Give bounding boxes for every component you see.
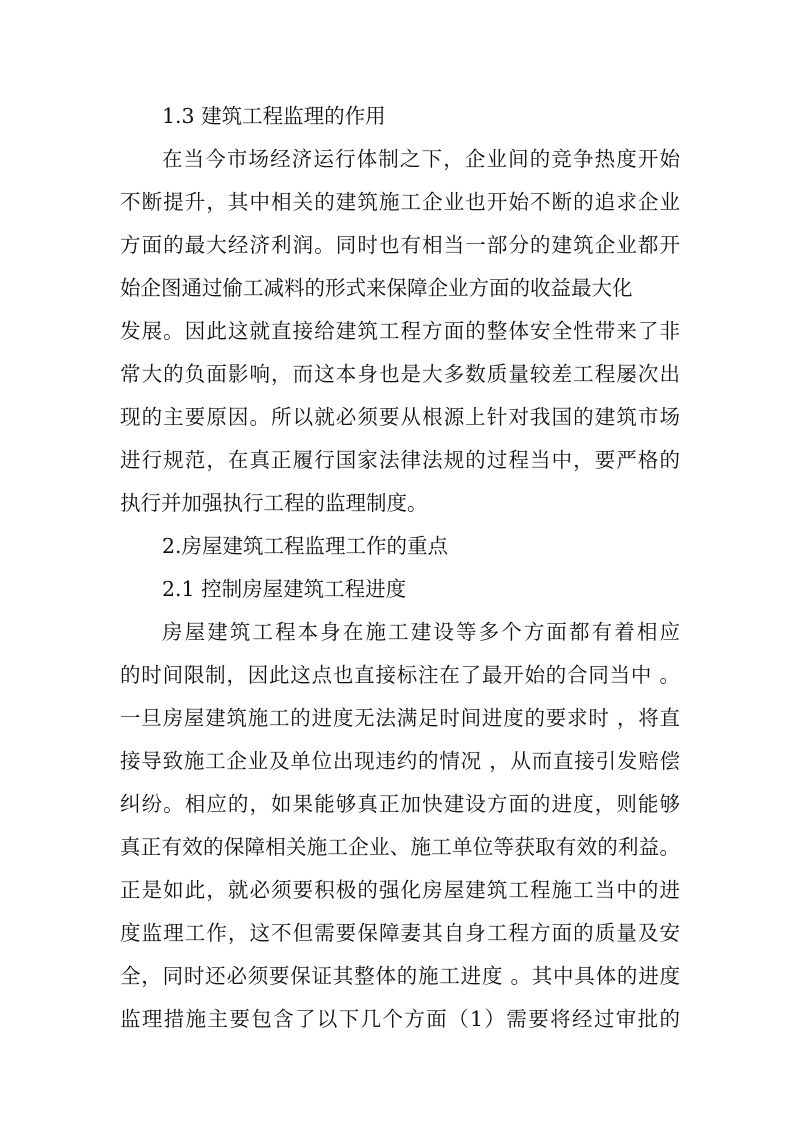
- paragraph-1-line-3: 方面的最大经济利润。同时也有相当一部分的建筑企业都开: [120, 233, 680, 257]
- paragraph-2-line-7: 正是如此，就必须要积极的强化房屋建筑工程施工当中的进: [120, 878, 680, 902]
- section-heading-2: 2.房屋建筑工程监理工作的重点: [162, 534, 449, 558]
- paragraph-2-line-6: 真正有效的保障相关施工企业、施工单位等获取有效的利益。: [120, 835, 680, 859]
- paragraph-1-line-9: 执行并加强执行工程的监理制度。: [120, 491, 428, 515]
- paragraph-1-line-8: 进行规范，在真正履行国家法律法规的过程当中，要严格的: [120, 448, 680, 472]
- paragraph-1-line-6: 常大的负面影响，而这本身也是大多数质量较差工程屡次出: [120, 362, 680, 386]
- paragraph-1-line-5: 发展。因此这就直接给建筑工程方面的整体安全性带来了非: [120, 319, 680, 343]
- section-heading-2-1: 2.1 控制房屋建筑工程进度: [162, 577, 407, 601]
- paragraph-1-line-4: 始企图通过偷工减料的形式来保障企业方面的收益最大化: [120, 276, 633, 300]
- paragraph-2-line-5: 纠纷。相应的，如果能够真正加快建设方面的进度，则能够: [120, 792, 680, 816]
- paragraph-2-line-4: 接导致施工企业及单位出现违约的情况 ，从而直接引发赔偿: [120, 749, 680, 773]
- paragraph-2-line-1: 房屋建筑工程本身在施工建设等多个方面都有着相应: [162, 620, 680, 644]
- paragraph-2-line-10: 监理措施主要包含了以下几个方面（1）需要将经过审批的: [120, 1007, 680, 1031]
- paragraph-2-line-2: 的时间限制，因此这点也直接标注在了最开始的合同当中 。: [120, 663, 680, 687]
- paragraph-1-line-7: 现的主要原因。所以就必须要从根源上针对我国的建筑市场: [120, 405, 680, 429]
- paragraph-1-line-1: 在当今市场经济运行体制之下，企业间的竞争热度开始: [162, 147, 680, 171]
- paragraph-2-line-9: 全，同时还必须要保证其整体的施工进度 。其中具体的进度: [120, 964, 680, 988]
- section-heading-1-3: 1.3 建筑工程监理的作用: [162, 104, 386, 128]
- paragraph-2-line-3: 一旦房屋建筑施工的进度无法满足时间进度的要求时 ，将直: [120, 706, 680, 730]
- paragraph-2-line-8: 度监理工作，这不但需要保障妻其自身工程方面的质量及安: [120, 921, 680, 945]
- paragraph-1-line-2: 不断提升，其中相关的建筑施工企业也开始不断的追求企业: [120, 190, 680, 214]
